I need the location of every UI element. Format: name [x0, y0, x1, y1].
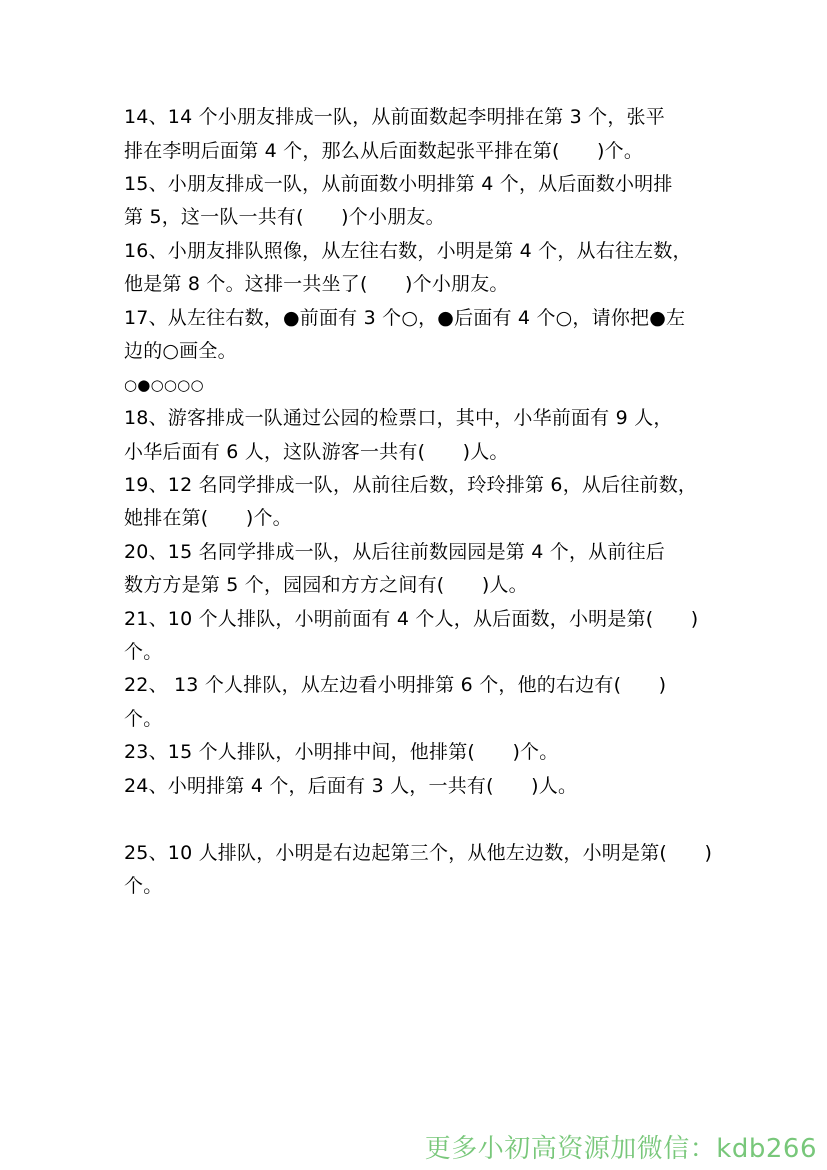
watermark-text: 更多小初高资源加微信：kdb266	[424, 1134, 817, 1164]
q24-line: 24、小明排第 4 个，后面有 3 人，一共有( )人。	[124, 775, 578, 797]
q23-line: 23、15 个人排队，小明排中间，他排第( )个。	[124, 741, 559, 763]
q17-circles: ○●○○○○	[124, 376, 204, 394]
q15-line-1: 15、小朋友排成一队，从前面数小明排第 4 个，从后面数小明排	[124, 173, 673, 195]
q15-line-2: 第 5，这一队一共有( )个小朋友。	[124, 206, 445, 228]
q14-line-1: 14、14 个小朋友排成一队，从前面数起李明排在第 3 个，张平	[124, 106, 665, 128]
q18-line-1: 18、游客排成一队通过公园的检票口，其中，小华前面有 9 人，	[124, 407, 673, 429]
q22-line-2: 个。	[124, 708, 163, 730]
q16-line-1: 16、小朋友排队照像，从左往右数，小明是第 4 个，从右往左数，	[124, 240, 692, 262]
q19-line-1: 19、12 名同学排成一队，从前往后数，玲玲排第 6，从后往前数，	[124, 474, 698, 496]
q16-line-2: 他是第 8 个。这排一共坐了( )个小朋友。	[124, 273, 509, 295]
q22-line-1: 22、 13 个人排队，从左边看小明排第 6 个，他的右边有( )	[124, 674, 667, 696]
q19-line-2: 她排在第( )个。	[124, 507, 292, 529]
q17-line-1: 17、从左往右数，●前面有 3 个○，●后面有 4 个○，请你把●左	[124, 307, 686, 329]
q25-line-1: 25、10 人排队，小明是右边起第三个，从他左边数，小明是第( )	[124, 842, 713, 864]
q14-line-2: 排在李明后面第 4 个，那么从后面数起张平排在第( )个。	[124, 140, 644, 162]
q21-line-2: 个。	[124, 641, 163, 663]
q20-line-2: 数方方是第 5 个，园园和方方之间有( )人。	[124, 574, 528, 596]
q25-line-2: 个。	[124, 875, 163, 897]
q20-line-1: 20、15 名同学排成一队，从后往前数园园是第 4 个，从前往后	[124, 541, 665, 563]
q18-line-2: 小华后面有 6 人，这队游客一共有( )人。	[124, 441, 509, 463]
q17-line-2: 边的○画全。	[124, 340, 237, 362]
q21-line-1: 21、10 个人排队，小明前面有 4 个人，从后面数，小明是第( )	[124, 608, 699, 630]
